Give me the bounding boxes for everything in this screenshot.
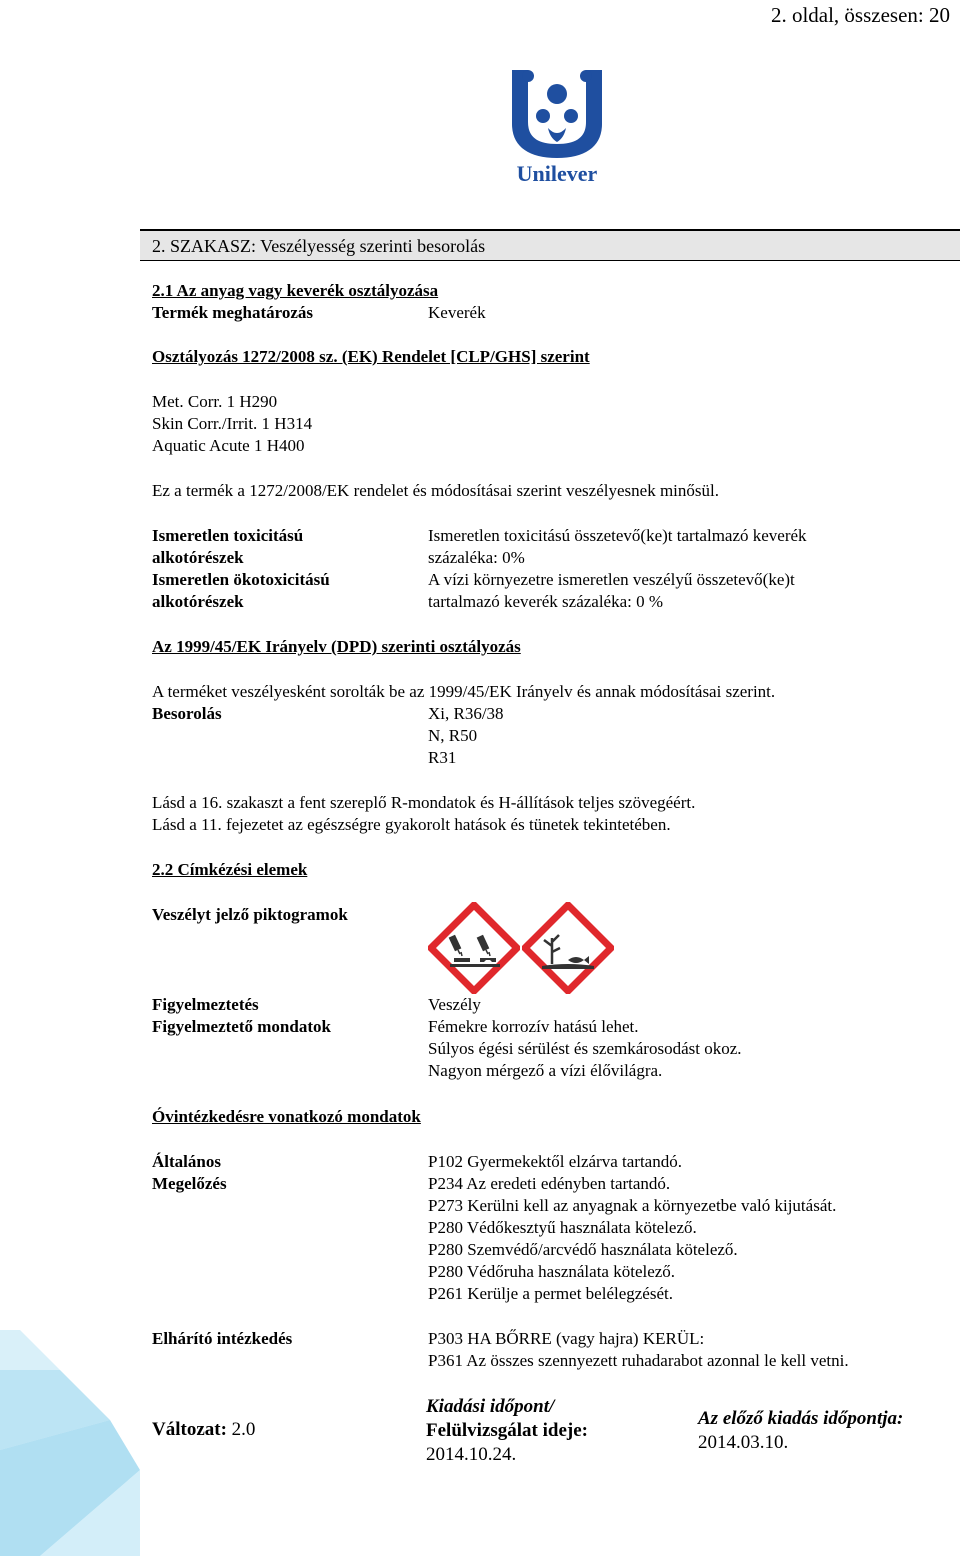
previous-issue-value: 2014.03.10. [698, 1432, 789, 1453]
corrosion-pictogram [428, 902, 520, 994]
section-header-bar [140, 229, 960, 261]
general-label: Általános [152, 1152, 221, 1171]
version-label: Változat: [152, 1419, 227, 1440]
clp-item: Met. Corr. 1 H290 [152, 392, 278, 411]
hazard-statement: Súlyos égési sérülést és szemkárosodást okoz. [428, 1039, 742, 1058]
logo-wordmark: Unilever [516, 161, 598, 186]
prevention-statement: P261 Kerülje a permet belélegzését. [428, 1284, 673, 1303]
product-value: Keverék [428, 303, 486, 322]
section-title: 2. SZAKASZ: Veszélyesség szerinti besorolás [152, 236, 486, 256]
hazard-statement: Nagyon mérgező a vízi élővilágra. [428, 1061, 663, 1080]
prevention-label: Megelőzés [152, 1174, 227, 1193]
signal-word-value: Veszély [428, 995, 481, 1014]
tox-label-cont: alkotórészek [152, 548, 244, 567]
environment-pictogram [522, 902, 614, 994]
clp-heading: Osztályozás 1272/2008 sz. (EK) Rendelet [CLP/GHS] szerint [152, 347, 590, 366]
response-statement: P361 Az összes szennyezett ruhadarabot azonnal le kell vetni. [428, 1351, 849, 1370]
besorolas-label: Besorolás [152, 704, 222, 723]
issue-date-label-cont: Felülvizsgálat ideje: [426, 1420, 588, 1441]
see-section-16: Lásd a 16. szakaszt a fent szereplő R-mondatok és H-állítások teljes szövegéért. [152, 793, 696, 812]
pictogram-label: Veszélyt jelző piktogramok [152, 905, 348, 924]
ecotox-label-cont: alkotórészek [152, 592, 244, 611]
besorolas-value: N, R50 [428, 726, 478, 745]
decorative-corner-shape [0, 1330, 140, 1556]
signal-word-label: Figyelmeztetés [152, 995, 259, 1014]
hazard-statement: Fémekre korrozív hatású lehet. [428, 1017, 639, 1036]
prevention-statement: P280 Védőruha használata kötelező. [428, 1262, 676, 1281]
response-statement: P303 HA BŐRRE (vagy hajra) KERÜL: [428, 1329, 705, 1348]
precaution-heading: Óvintézkedésre vonatkozó mondatok [152, 1107, 421, 1126]
besorolas-value: R31 [428, 748, 457, 767]
besorolas-value: Xi, R36/38 [428, 704, 504, 723]
subsection-2-1-heading: 2.1 Az anyag vagy keverék osztályozása [152, 281, 439, 300]
dpd-heading: Az 1999/45/EK Irányelv (DPD) szerinti osztályozás [152, 637, 521, 656]
clp-item: Skin Corr./Irrit. 1 H314 [152, 414, 313, 433]
prevention-statement: P280 Védőkesztyű használata kötelező. [428, 1218, 697, 1237]
prevention-statement: P234 Az eredeti edényben tartandó. [428, 1174, 671, 1193]
unilever-logo [498, 64, 616, 186]
previous-issue-label: Az előző kiadás időpontja: [698, 1408, 904, 1429]
issue-date-label: Kiadási időpont/ [426, 1396, 555, 1417]
prevention-statement: P280 Szemvédő/arcvédő használata kötelező. [428, 1240, 738, 1259]
version-value: 2.0 [231, 1419, 256, 1440]
tox-label: Ismeretlen toxicitású [152, 526, 304, 545]
ecotox-value: A vízi környezetre ismeretlen veszélyű összetevő(ke)t [428, 570, 795, 589]
tox-value-cont: százaléka: 0% [428, 548, 525, 567]
prevention-statement: P273 Kerülni kell az anyagnak a környezetbe való kijutását. [428, 1196, 837, 1215]
product-label: Termék meghatározás [152, 303, 314, 322]
tox-value: Ismeretlen toxicitású összetevő(ke)t tartalmazó keverék [428, 526, 807, 545]
version-info [152, 1419, 255, 1441]
ecotox-label: Ismeretlen ökotoxicitású [152, 570, 330, 589]
page-number: 2. oldal, összesen: 20 [770, 3, 950, 27]
subsection-2-2-heading: 2.2 Címkézési elemek [152, 860, 308, 879]
hazard-statements-label: Figyelmeztető mondatok [152, 1017, 331, 1036]
ecotox-value-cont: tartalmazó keverék százaléka: 0 % [428, 592, 664, 611]
clp-statement: Ez a termék a 1272/2008/EK rendelet és módosításai szerint veszélyesnek minősül. [152, 481, 719, 500]
issue-date-value: 2014.10.24. [426, 1444, 517, 1465]
response-label: Elhárító intézkedés [152, 1329, 293, 1348]
clp-item: Aquatic Acute 1 H400 [152, 436, 305, 455]
prevention-statement: P102 Gyermekektől elzárva tartandó. [428, 1152, 682, 1171]
see-section-11: Lásd a 11. fejezetet az egészségre gyakorolt hatások és tünetek tekintetében. [152, 815, 671, 834]
dpd-statement: A terméket veszélyesként sorolták be az 1999/45/EK Irányelv és annak módosításai szerint. [152, 682, 776, 701]
